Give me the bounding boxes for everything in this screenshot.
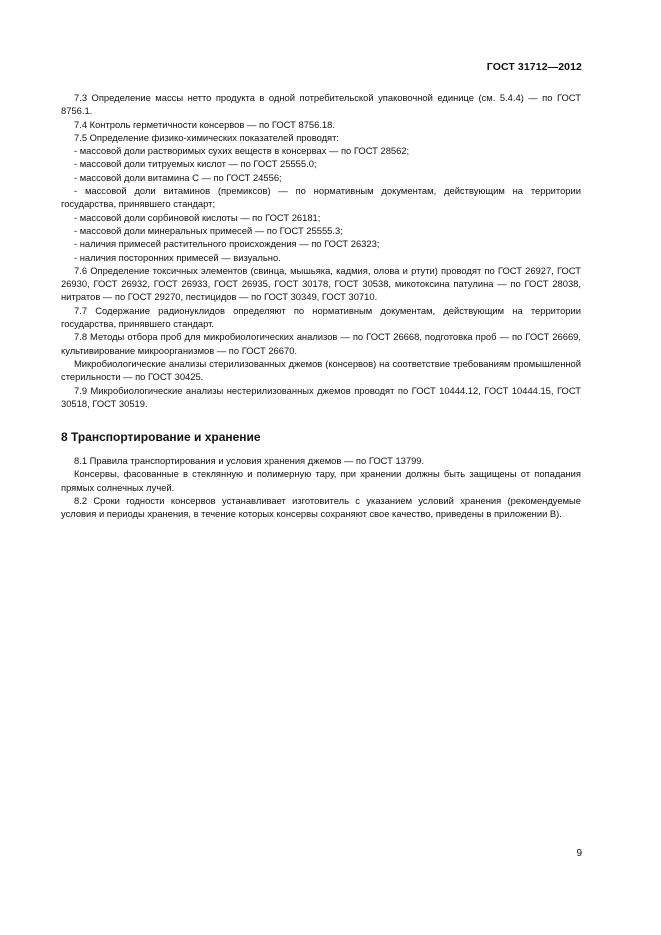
list-item: - массовой доли минеральных примесей — по ГОСТ 25555.3; (74, 224, 343, 236)
paragraph-7-8-microbiology: Микробиологические анализы стерилизованных джемов (консервов) на соответствие требованиям промышленной стерильности — по ГОСТ 30425. (61, 357, 581, 383)
paragraph-7-3: 7.3 Определение массы нетто продукта в одной потребительской упаковочной единице (см. 5.4.4) — по ГОСТ 8756.1. (61, 92, 581, 117)
section-8-body (61, 454, 581, 520)
paragraph-7-7: 7.7 Содержание радионуклидов определяют по нормативным документам, действующим на территории государства, принявшего стандарт. (61, 304, 581, 330)
list-item: - массовой доли сорбиновой кислоты — по ГОСТ 26181; (74, 211, 321, 223)
paragraph-7-9: 7.9 Микробиологические анализы нестерилизованных джемов проводят по ГОСТ 10444.12, ГОСТ 10444.15, ГОСТ 30518, ГОСТ 30519. (61, 384, 581, 409)
list-item: - наличия посторонних примесей — визуально. (74, 251, 281, 263)
list-item: - массовой доли растворимых сухих веществ в консервах — по ГОСТ 28562; (74, 145, 410, 157)
list-item: - наличия примесей растительного происхождения — по ГОСТ 26323; (74, 238, 380, 250)
paragraph-7-4: 7.4 Контроль герметичности консервов — по ГОСТ 8756.18. (74, 118, 335, 130)
list-item: - массовой доли витамина С — по ГОСТ 24556; (74, 171, 282, 183)
paragraph-8-1: 8.1 Правила транспортирования и условия хранения джемов — по ГОСТ 13799. (74, 455, 425, 466)
paragraph-8-2: 8.2 Сроки годности консервов устанавливает изготовитель с указанием условий хранения (рекомендуемые условия и периоды хранения, в течение которых консервы сохраняют свое качество, приведены в приложении В). (61, 494, 581, 520)
paragraph-8-1-storage: Консервы, фасованные в стеклянную и полимерную тару, при хранении должны быть защищены от попадания прямых солнечных лучей. (61, 468, 581, 493)
list-item: - массовой доли витаминов (премиксов) — по нормативным документам, действующим на территории государства, принявшего стандарт; (61, 185, 581, 210)
paragraph-7-6: 7.6 Определение токсичных элементов (свинца, мышьяка, кадмия, олова и ртути) проводят по ГОСТ 26927, ГОСТ 26930, ГОСТ 26932, ГОСТ 26933, ГОСТ 26935, ГОСТ 30178, ГОСТ 30538, микотоксина патулина — по ГОСТ 28038, нитратов — по ГОСТ 29270, пестицидов — по ГОСТ 30349, ГОСТ 30710. (61, 264, 581, 303)
section-8-title: 8 Транспортирование и хранение (61, 430, 261, 444)
paragraph-7-8: 7.8 Методы отбора проб для микробиологических анализов — по ГОСТ 26668, подготовка проб — по ГОСТ 26669, культивирование микроорганизмов — по ГОСТ 26670. (61, 331, 581, 356)
document-header: ГОСТ 31712—2012 (486, 61, 582, 73)
section-7-body (61, 91, 581, 410)
list-item: - массовой доли титруемых кислот — по ГОСТ 25555.0; (74, 158, 317, 170)
page-number: 9 (576, 848, 582, 859)
paragraph-7-5: 7.5 Определение физико-химических показателей проводят: (74, 131, 340, 143)
